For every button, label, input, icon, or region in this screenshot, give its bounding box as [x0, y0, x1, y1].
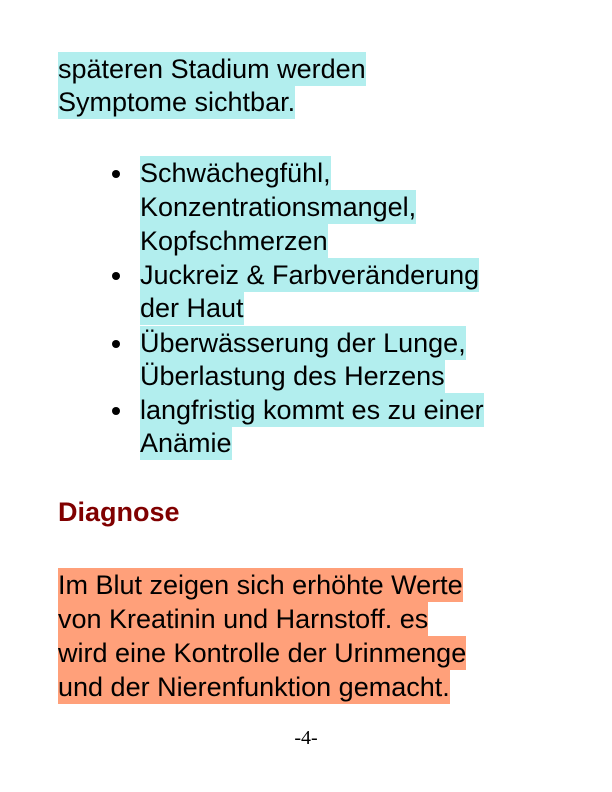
page-number: -4- [294, 727, 318, 749]
list-item-line: langfristig kommt es zu einer [140, 395, 484, 425]
list-item-line: Konzentrationsmangel, [140, 192, 417, 222]
list-item-line: Überlastung des Herzens [140, 361, 445, 391]
diagnosis-line: wird eine Kontrolle der Urinmenge [58, 638, 467, 668]
diagnosis-line: von Kreatinin und Harnstoff. es [58, 604, 429, 634]
intro-line: Symptome sichtbar. [58, 87, 296, 117]
list-item-line: der Haut [140, 293, 244, 323]
bullet-icon [112, 340, 120, 348]
section-heading: Diagnose [58, 497, 180, 527]
list-item-line: Schwächegfühl, [140, 158, 331, 188]
bullet-icon [112, 272, 120, 280]
list-item-line: Juckreiz & Farbveränderung [140, 260, 480, 290]
list-item-line: Überwässerung der Lunge, [140, 328, 466, 358]
diagnosis-line: und der Nierenfunktion gemacht. [58, 672, 450, 702]
diagnosis-line: Im Blut zeigen sich erhöhte Werte [58, 570, 463, 600]
bullet-icon [112, 407, 120, 415]
bullet-icon [112, 170, 120, 178]
intro-line: späteren Stadium werden [58, 54, 366, 84]
list-item-line: Kopfschmerzen [140, 226, 328, 256]
list-item-line: Anämie [140, 428, 232, 458]
